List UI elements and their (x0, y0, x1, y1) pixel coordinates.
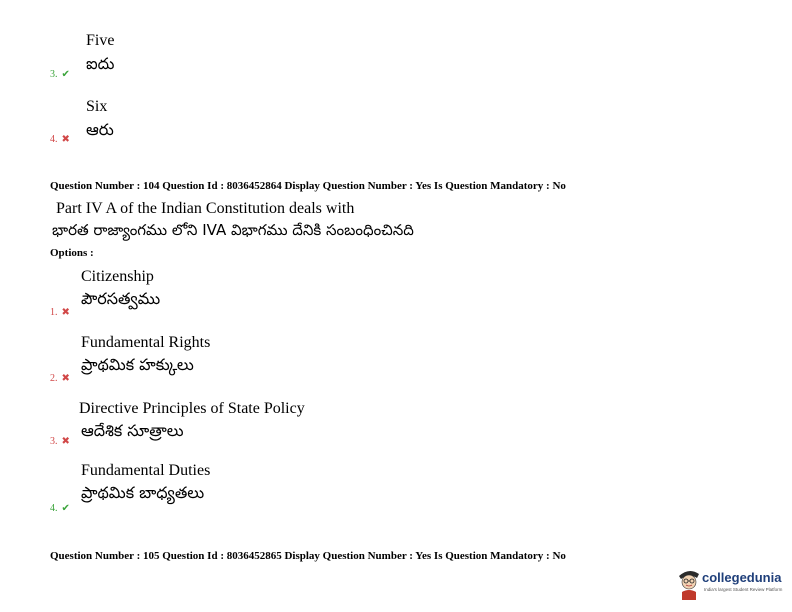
prev-option-4-marker (50, 129, 70, 147)
question-104-meta: Question Number : 104 Question Id : 8036452864 Display Question Number : Yes Is Question Mandatory : No (50, 180, 566, 192)
option-4-en: Fundamental Duties (81, 462, 211, 479)
option-2-marker (50, 368, 70, 386)
option-number: 2. (50, 373, 58, 384)
prev-option-3-en: Five (86, 32, 115, 49)
options-label: Options : (50, 247, 94, 259)
option-number: 3. (50, 69, 58, 80)
option-1-te: పౌరసత్వము (81, 289, 161, 308)
option-3-en: Directive Principles of State Policy (79, 400, 305, 417)
option-2-te: ప్రాథమిక హక్కులు (81, 355, 194, 374)
option-number: 4. (50, 503, 58, 514)
option-1-marker (50, 302, 70, 320)
prev-option-4-te: ఆరు (86, 120, 114, 139)
cross-icon: ✖ (61, 307, 70, 318)
logo-tagline: India's largest Student Review Platform (704, 587, 783, 592)
logo-name: collegedunia (702, 570, 782, 585)
prev-option-3-te: ఐదు (86, 54, 115, 73)
question-104-text-te: భారత రాజ్యాంగము లోని IVA విభాగము దేనికి సంబంధించినది (52, 221, 414, 239)
cross-icon: ✖ (61, 436, 70, 447)
option-number: 3. (50, 436, 58, 447)
question-105-meta: Question Number : 105 Question Id : 8036452865 Display Question Number : Yes Is Question Mandatory : No (50, 550, 566, 562)
prev-option-3-marker (50, 64, 70, 82)
cross-icon: ✖ (61, 373, 70, 384)
option-number: 1. (50, 307, 58, 318)
collegedunia-logo (676, 566, 786, 604)
option-4-marker (50, 498, 70, 516)
prev-option-4-en: Six (86, 98, 108, 115)
option-3-te: ఆదేశిక సూత్రాలు (81, 421, 184, 440)
option-4-te: ప్రాథమిక బాధ్యతలు (81, 483, 205, 502)
question-104-text-en: Part IV A of the Indian Constitution deals with (56, 200, 355, 217)
option-3-marker (50, 431, 70, 449)
student-mascot-icon (676, 566, 702, 600)
check-icon: ✔ (61, 503, 70, 514)
cross-icon: ✖ (61, 134, 70, 145)
option-number: 4. (50, 134, 58, 145)
check-icon: ✔ (61, 69, 70, 80)
option-2-en: Fundamental Rights (81, 334, 211, 351)
option-1-en: Citizenship (81, 268, 154, 285)
